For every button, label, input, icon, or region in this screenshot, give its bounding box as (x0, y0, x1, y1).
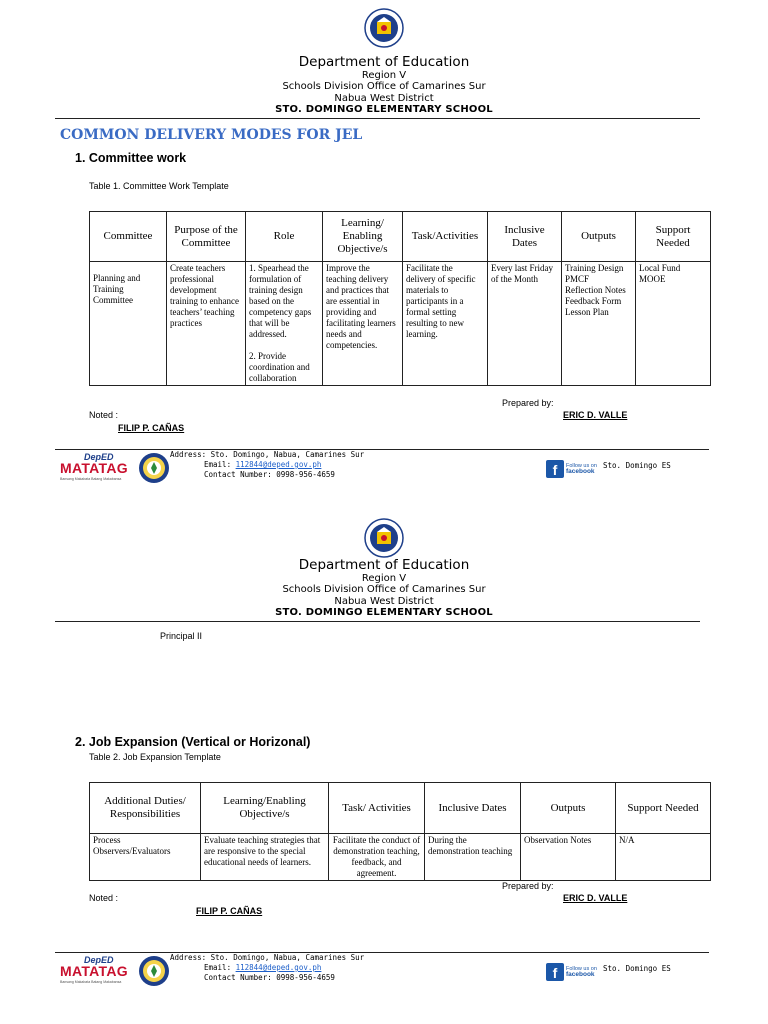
column-header: Additional Duties/ Responsibilities (90, 783, 201, 834)
column-header: Support Needed (616, 783, 711, 834)
prepared-by-label: Prepared by: (502, 881, 554, 891)
fb-follow-text: Follow us on (566, 966, 597, 972)
header-divider (55, 621, 700, 622)
email-link[interactable]: 112844@deped.gov.ph (235, 963, 322, 972)
role-item: 2. Provide coordination and collaboration (249, 351, 310, 383)
prepared-by-label: Prepared by: (502, 398, 554, 408)
support-item: Local Fund (639, 263, 681, 273)
footer-email-line (170, 460, 364, 470)
matatag-tagline: Bansang Makabata Batang Makabansa (60, 477, 122, 481)
output-item: Lesson Plan (565, 307, 609, 317)
committee-table (89, 211, 711, 386)
committee-table-caption: Table 1. Committee Work Template (89, 181, 229, 191)
role-cell (246, 262, 323, 386)
outputs-cell (562, 262, 636, 386)
deped-wordmark: DepED (84, 955, 114, 965)
footer-contact: Contact Number: 0998-956-4659 (204, 470, 335, 479)
deped-seal-icon (364, 8, 404, 48)
fb-brand: facebook (566, 468, 595, 475)
facebook-page-name: Sto. Domingo ES (603, 461, 671, 470)
column-header: Inclusive Dates (425, 783, 521, 834)
purpose-cell: Create teachers professional development training to enhance teachers’ teaching practices (167, 262, 246, 386)
table-header-row (90, 212, 711, 262)
output-item: Reflection Notes (565, 285, 626, 295)
matatag-tagline: Bansang Makabata Batang Makabansa (60, 980, 122, 984)
preparer-name: ERIC D. VALLE (563, 410, 628, 420)
footer-contact: Contact Number: 0998-956-4659 (204, 973, 335, 982)
email-label: Email: (204, 460, 232, 469)
objectives-cell: Evaluate teaching strategies that are responsive to the special educational needs of learners. (201, 834, 329, 881)
matatag-wordmark: MATATAG (60, 963, 128, 979)
column-header: Learning/Enabling Objective/s (201, 783, 329, 834)
noter-name: FILIP P. CAÑAS (118, 423, 185, 433)
role-item: 1. Spearhead the formulation of training design based on the competency gaps that will be addressed. (249, 263, 312, 339)
support-cell (636, 262, 711, 386)
output-item: PMCF (565, 274, 590, 284)
tasks-cell: Facilitate the delivery of specific materials to participants in a formal setting resulting to new learning. (403, 262, 488, 386)
column-header: Inclusive Dates (488, 212, 562, 262)
section-title: COMMON DELIVERY MODES FOR JEL (60, 127, 363, 143)
dates-cell: During the demonstration teaching (425, 834, 521, 881)
support-item: MOOE (639, 274, 666, 284)
table-row (90, 834, 711, 881)
committee-heading: 1. Committee work (75, 151, 187, 165)
noter-position: Principal II (160, 631, 203, 641)
facebook-follow-badge[interactable] (566, 463, 597, 475)
column-header: Task/Activities (403, 212, 488, 262)
preparer-name: ERIC D. VALLE (563, 893, 628, 903)
tasks-cell: Facilitate the conduct of demonstration teaching, feedback, and agreement. (329, 834, 425, 881)
facebook-icon[interactable]: f (546, 460, 564, 478)
column-header: Committee (90, 212, 167, 262)
footer-contact-block (170, 953, 364, 983)
job-expansion-table-caption: Table 2. Job Expansion Template (89, 752, 221, 762)
email-link[interactable]: 112844@deped.gov.ph (235, 460, 322, 469)
output-item: Training Design (565, 263, 624, 273)
job-expansion-heading: 2. Job Expansion (Vertical or Horizonal) (75, 735, 311, 749)
footer-address: Address: Sto. Domingo, Nabua, Camarines Sur (170, 450, 365, 459)
division-label: Schools Division Office of Camarines Sur (282, 584, 486, 595)
department-title: Department of Education (298, 557, 470, 573)
column-header: Purpose of the Committee (167, 212, 246, 262)
job-expansion-table (89, 782, 711, 881)
footer-address: Address: Sto. Domingo, Nabua, Camarines Sur (170, 953, 365, 962)
dates-cell: Every last Friday of the Month (488, 262, 562, 386)
facebook-follow-badge[interactable] (566, 966, 597, 978)
column-header: Task/ Activities (329, 783, 425, 834)
table-header-row (90, 783, 711, 834)
deped-matatag-logo (60, 955, 140, 985)
school-name: STO. DOMINGO ELEMENTARY SCHOOL (275, 104, 493, 115)
noted-label: Noted : (89, 410, 119, 420)
objectives-cell: Improve the teaching delivery and practices that are essential in providing and facilitating learners needs and competencies. (323, 262, 403, 386)
region-label: Region V (361, 573, 407, 584)
noted-label: Noted : (89, 893, 119, 903)
department-title: Department of Education (298, 54, 470, 70)
outputs-cell: Observation Notes (521, 834, 616, 881)
fb-brand: facebook (566, 971, 595, 978)
facebook-page-name: Sto. Domingo ES (603, 964, 671, 973)
header-divider (55, 118, 700, 119)
noter-name: FILIP P. CAÑAS (196, 906, 263, 916)
column-header: Role (246, 212, 323, 262)
school-seal-icon (138, 452, 170, 484)
division-label: Schools Division Office of Camarines Sur (282, 81, 486, 92)
column-header: Outputs (521, 783, 616, 834)
duties-cell: Process Observers/Evaluators (90, 834, 201, 881)
facebook-icon[interactable]: f (546, 963, 564, 981)
committee-cell: Planning and Training Committee (90, 262, 167, 386)
region-label: Region V (361, 70, 407, 81)
output-item: Feedback Form (565, 296, 622, 306)
school-name: STO. DOMINGO ELEMENTARY SCHOOL (275, 607, 493, 618)
deped-matatag-logo (60, 452, 140, 482)
support-cell: N/A (616, 834, 711, 881)
school-seal-icon (138, 955, 170, 987)
district-label: Nabua West District (334, 93, 434, 104)
column-header: Outputs (562, 212, 636, 262)
footer-email-line (170, 963, 364, 973)
deped-seal-icon (364, 518, 404, 558)
district-label: Nabua West District (334, 596, 434, 607)
deped-wordmark: DepED (84, 452, 114, 462)
email-label: Email: (204, 963, 232, 972)
footer-divider (55, 952, 709, 953)
fb-follow-text: Follow us on (566, 463, 597, 469)
column-header: Learning/ Enabling Objective/s (323, 212, 403, 262)
column-header: Support Needed (636, 212, 711, 262)
matatag-wordmark: MATATAG (60, 460, 128, 476)
footer-divider (55, 449, 709, 450)
table-row (90, 262, 711, 386)
footer-contact-block (170, 450, 364, 480)
